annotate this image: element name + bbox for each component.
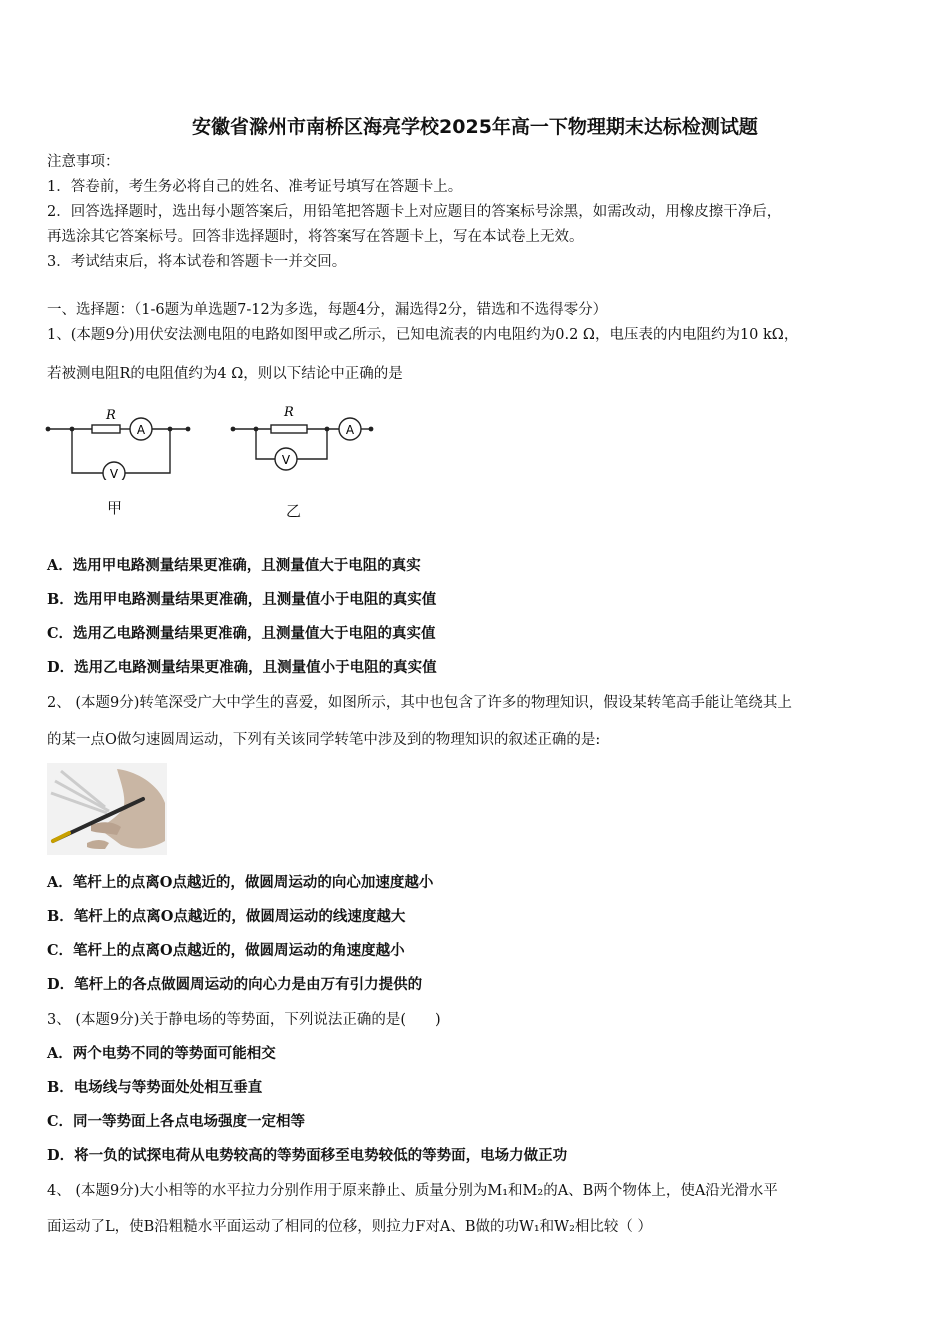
pen-spinning-photo bbox=[47, 763, 167, 855]
option-b: B．笔杆上的点离O点越近的，做圆周运动的线速度越大 bbox=[47, 908, 406, 925]
question-2-text: 的某一点O做匀速圆周运动，下列有关该同学转笔中涉及到的物理知识的叙述正确的是: bbox=[47, 732, 601, 748]
question-1-text: 若被测电阻R的电阻值约为4 Ω，则以下结论中正确的是 bbox=[47, 366, 403, 382]
option-d: D．选用乙电路测量结果更准确，且测量值小于电阻的真实值 bbox=[47, 659, 437, 676]
notice-item: 再选涂其它答案标号。回答非选择题时，将答案写在答题卡上，写在本试卷上无效。 bbox=[47, 229, 584, 245]
question-4-text: 面运动了L，使B沿粗糙水平面运动了相同的位移，则拉力F对A、B做的功W₁和W₂相比较（ ） bbox=[47, 1219, 653, 1235]
option-a: A．选用甲电路测量结果更准确，且测量值大于电阻的真实 bbox=[47, 557, 421, 574]
section-heading: 一、选择题：（1-6题为单选题7-12为多选，每题4分，漏选得2分，错选和不选得零分） bbox=[47, 302, 608, 318]
page-title: 安徽省滁州市南桥区海亮学校2025年高一下物理期末达标检测试题 bbox=[192, 116, 758, 138]
question-2-text: 2、 (本题9分)转笔深受广大中学生的喜爱，如图所示，其中也包含了许多的物理知识，假设某转笔高手能让笔绕其上 bbox=[47, 695, 792, 711]
figure-caption-yi: 乙 bbox=[286, 502, 302, 520]
notice-item: 3．考试结束后，将本试卷和答题卡一并交回。 bbox=[47, 254, 347, 270]
voltmeter-label: V bbox=[109, 467, 119, 480]
option-d: D．笔杆上的各点做圆周运动的向心力是由万有引力提供的 bbox=[47, 976, 423, 993]
question-4-text: 4、 (本题9分)大小相等的水平拉力分别作用于原来静止、质量分别为M₁和M₂的A、B两个物体上，使A沿光滑水平 bbox=[47, 1183, 778, 1199]
question-3-text: 3、 (本题9分)关于静电场的等势面，下列说法正确的是( ) bbox=[47, 1012, 441, 1028]
option-c: C．笔杆上的点离O点越近的，做圆周运动的角速度越小 bbox=[47, 942, 405, 959]
option-a: A．两个电势不同的等势面可能相交 bbox=[47, 1045, 276, 1062]
notice-item: 2．回答选择题时，选出每小题答案后，用铅笔把答题卡上对应题目的答案标号涂黑，如需改动，用橡皮擦干净后， bbox=[47, 204, 782, 220]
notice-item: 1．答卷前，考生务必将自己的姓名、准考证号填写在答题卡上。 bbox=[47, 179, 463, 195]
resistor-label: R bbox=[284, 405, 294, 420]
voltmeter-label: V bbox=[281, 453, 291, 467]
question-1-text: 1、(本题9分)用伏安法测电阻的电路如图甲或乙所示，已知电流表的内电阻约为0.2 Ω，电压表的内电阻约为10 kΩ， bbox=[47, 327, 799, 343]
option-c: C．选用乙电路测量结果更准确，且测量值大于电阻的真实值 bbox=[47, 625, 436, 642]
ammeter-label: A bbox=[345, 423, 355, 437]
figure-caption-jia: 甲 bbox=[107, 499, 123, 517]
notice-heading: 注意事项： bbox=[47, 154, 120, 170]
resistor-label: R bbox=[106, 408, 116, 423]
option-a: A．笔杆上的点离O点越近的，做圆周运动的向心加速度越小 bbox=[47, 874, 434, 891]
option-d: D．将一负的试探电荷从电势较高的等势面移至电势较低的等势面，电场力做正功 bbox=[47, 1147, 568, 1164]
ammeter-label: A bbox=[136, 423, 146, 437]
option-c: C．同一等势面上各点电场强度一定相等 bbox=[47, 1113, 306, 1130]
option-b: B．电场线与等势面处处相互垂直 bbox=[47, 1079, 263, 1096]
option-b: B．选用甲电路测量结果更准确，且测量值小于电阻的真实值 bbox=[47, 591, 437, 608]
circuit-diagram-yi bbox=[225, 400, 385, 480]
circuit-diagram-jia bbox=[40, 400, 200, 480]
